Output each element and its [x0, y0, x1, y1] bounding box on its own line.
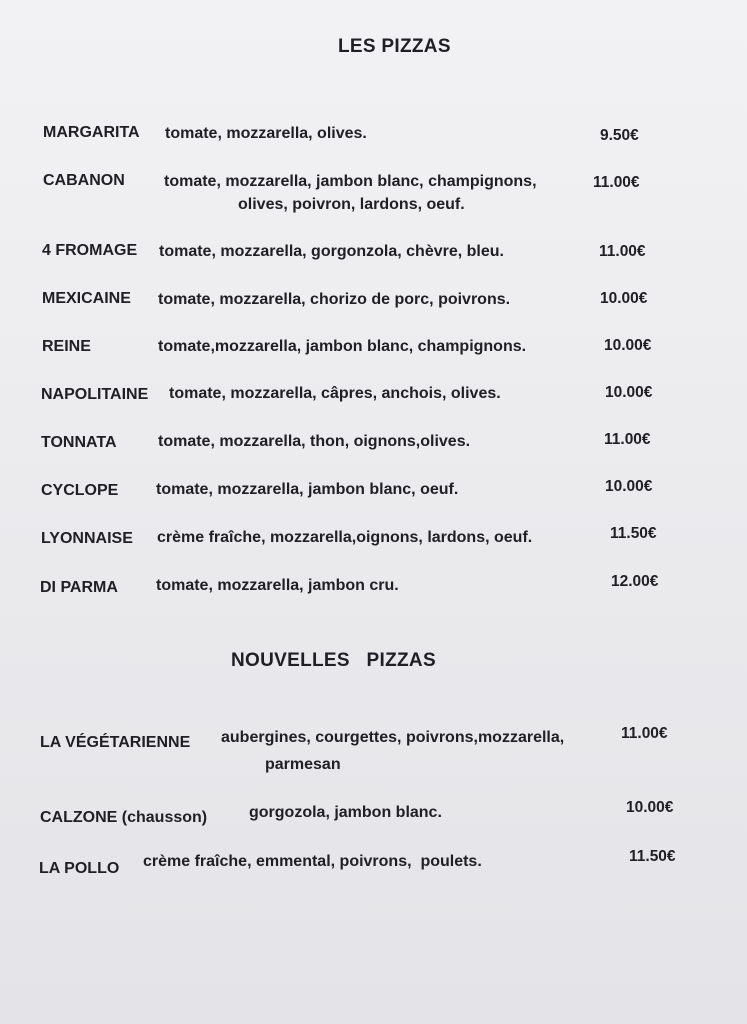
item-ingredients: tomate, mozzarella, jambon blanc, oeuf.	[156, 481, 459, 498]
item-name: CALZONE (chausson)	[40, 809, 208, 826]
item-ingredients: tomate,mozzarella, jambon blanc, champignons.	[158, 338, 527, 355]
item-price: 10.00€	[604, 337, 652, 354]
item-name: 4 FROMAGE	[42, 242, 138, 259]
item-price: 11.50€	[629, 848, 676, 865]
item-price: 10.00€	[626, 799, 674, 816]
item-name: NAPOLITAINE	[41, 386, 149, 403]
item-price: 12.00€	[611, 573, 659, 590]
section-title-les-pizzas: LES PIZZAS	[338, 36, 451, 57]
item-ingredients: tomate, mozzarella, gorgonzola, chèvre, bleu.	[159, 243, 504, 260]
item-ingredients: crème fraîche, mozzarella,oignons, lardons, oeuf.	[157, 529, 533, 546]
item-ingredients: tomate, mozzarella, thon, oignons,olives.	[158, 433, 471, 450]
item-name: LA POLLO	[39, 860, 120, 877]
item-ingredients: tomate, mozzarella, jambon blanc, champignons,	[164, 173, 537, 190]
item-name: REINE	[42, 338, 91, 355]
item-name: LA VÉGÉTARIENNE	[40, 734, 191, 751]
item-ingredients: gorgozola, jambon blanc.	[249, 804, 442, 821]
item-ingredients-line2: olives, poivron, lardons, oeuf.	[238, 196, 465, 213]
item-price: 10.00€	[605, 384, 653, 401]
item-price: 10.00€	[600, 290, 648, 307]
item-price: 11.00€	[604, 431, 651, 448]
item-name: DI PARMA	[40, 579, 118, 596]
item-price: 9.50€	[600, 127, 639, 144]
item-price: 11.50€	[610, 525, 657, 542]
item-price: 11.00€	[621, 725, 668, 742]
item-ingredients-line2: parmesan	[265, 756, 341, 773]
item-ingredients: tomate, mozzarella, olives.	[165, 125, 367, 142]
section-title-nouvelles-pizzas: NOUVELLES PIZZAS	[231, 650, 436, 671]
item-ingredients: tomate, mozzarella, câpres, anchois, olives.	[169, 385, 501, 402]
item-price: 10.00€	[605, 478, 653, 495]
item-name: MEXICAINE	[42, 290, 131, 307]
item-ingredients: aubergines, courgettes, poivrons,mozzarella,	[221, 729, 565, 746]
item-ingredients: tomate, mozzarella, jambon cru.	[156, 577, 399, 594]
item-name: LYONNAISE	[41, 530, 133, 547]
item-name: CABANON	[43, 172, 125, 189]
item-price: 11.00€	[593, 174, 640, 191]
item-price: 11.00€	[599, 243, 646, 260]
item-name: MARGARITA	[43, 124, 140, 141]
item-ingredients: crème fraîche, emmental, poivrons, poulets.	[143, 853, 482, 870]
item-name: CYCLOPE	[41, 482, 119, 499]
item-name: TONNATA	[41, 434, 117, 451]
item-ingredients: tomate, mozzarella, chorizo de porc, poivrons.	[158, 291, 511, 308]
